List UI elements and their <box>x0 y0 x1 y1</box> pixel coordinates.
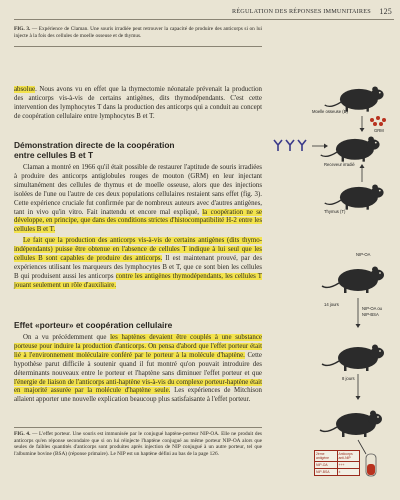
arrow-head-8-days <box>356 396 361 400</box>
grm-red-cells <box>370 116 386 126</box>
label-nip-oa: NIP-OA <box>356 252 371 257</box>
label-nip-bsa: NIP-BSA <box>362 312 379 317</box>
section-2-text-a: On a vu précédemment que <box>23 334 111 341</box>
figure-3-label: FIG. 3. <box>14 26 31 32</box>
section-2-highlight-a: les haptènes devaient être couplés à une substance porteuse pour induire la production d'anticorps. On pensa d'abord que l'effet porteur était lié à l'environnement moléculaire conféré par le porteur à la molécule d'haptène. <box>14 334 262 359</box>
arrow-head-antibody <box>324 144 328 149</box>
intro-paragraph <box>14 86 262 122</box>
final-mouse <box>320 411 382 438</box>
cell-nip-oa-result: +++ <box>337 462 360 468</box>
figure-4-caption-text: — L'effet porteur. Une souris est immunisée par le conjugué haptène-porteur NIP-OA. Elle ne produit des anticorps qu'en réponse secondaire que si on lui réinjecte l'haptène conjugué au même porteur NIP-OA alors que seules de faibles quantités d'anticorps sont produites après injection de NIP conjugué à un autre porteur, tel que l'albumine bovine (BSA) (réponse primaire). Le NIP est un haptène défini au bas de la page 126. <box>14 431 262 457</box>
running-header <box>232 8 392 15</box>
section-2-heading: Effet «porteur» et coopération cellulaire <box>14 320 173 330</box>
section-1-heading-line-2: entre cellules B et T <box>14 150 94 160</box>
results-table-header <box>315 451 359 461</box>
arrow-head-1 <box>360 128 365 132</box>
figure-illustration <box>262 58 398 498</box>
running-title: RÉGULATION DES RÉPONSES IMMUNITAIRES <box>232 8 371 15</box>
header-rule <box>14 19 394 20</box>
arrow-head-14-days <box>356 324 361 328</box>
col-anticorps-anti-nip: Anticorps anti-NIP <box>337 451 360 461</box>
section-2-highlight-b: l'énergie de liaison de l'anticorps anti-haptène vis-à-vis du complexe porteur-haptène était en majorité assurée par la molécule d'haptène seule. <box>14 378 262 395</box>
section-1-p2-highlight-a: Le fait que la production des anticorps vis-à-vis de certains antigènes (dits thymo-indépendants) puisse être obtenue en l'absence de cellules T indique à lui seul que les cellules B sont capables de produire des anticorps. <box>14 237 262 263</box>
caption-4-rule <box>14 427 262 428</box>
section-1-paragraph-1 <box>14 164 262 235</box>
section-1-heading-line-1: Démonstration directe de la coopération <box>14 140 175 150</box>
donor-mouse-bone-marrow <box>325 86 384 111</box>
section-carrier-body <box>14 334 262 405</box>
section-2-text-c: Les expériences de Mitchison allaient apporter une nouvelle explication beaucoup plus satisfaisante à l'effet porteur. <box>14 387 262 404</box>
boosted-mouse <box>322 345 384 372</box>
section-cooperation-heading <box>14 140 262 160</box>
figure-4-label: FIG. 4. <box>14 431 31 437</box>
arrow-head-2 <box>360 164 365 168</box>
cell-nip-bsa-result: ± <box>337 469 360 475</box>
section-1-p1-highlight: la coopération ne se développe, en principe, que dans des conditions strictes d'histocompatibilité H-2 entre les cellules B et T. <box>14 208 262 234</box>
section-1-p2-highlight-b: contre les antigènes thymodépendants, les cellules T jouant seulement un rôle d'auxiliaire. <box>14 272 262 289</box>
cell-nip-bsa: NIP-BSA <box>316 470 330 474</box>
results-table-row <box>315 461 359 468</box>
antibody-icons <box>274 140 306 151</box>
intro-text: . Nous avons vu en effet que la thymectomie néonatale prévenait la production des anticorps vis-à-vis de certains antigènes, dits thymodépendants. C'est cette intervention des lymphocytes T dans la production des anticorps qui a conduit au concept de coopération cellulaire entre lymphocytes B et T. <box>14 86 262 120</box>
blood-tube <box>366 454 376 476</box>
section-1-p2-text: Il est maintenant prouvé, par des expériences utilisant les marqueurs des lymphocytes B et T, que ce sont bien les cellules B qui produisent aussi les anticorps <box>14 255 263 280</box>
section-2-text-b: Cette hypothèse parut difficile à soutenir quand il fut montré qu'on pouvait introduire des déterminants nouveaux entre le porteur et l'haptène sans diminuer l'effet porteur et que <box>14 351 262 377</box>
immunised-mouse-nip-oa <box>322 267 384 294</box>
figure-drawing <box>262 58 398 498</box>
cell-nip-oa: NIP-OA <box>316 463 328 467</box>
results-table <box>314 450 360 476</box>
highlight-absolue: absolue <box>14 86 36 93</box>
section-1-paragraph-2 <box>14 237 262 290</box>
label-moelle-osseuse: Moelle osseuse (B) <box>312 109 348 114</box>
section-cooperation-body <box>14 164 262 291</box>
caption-rule <box>14 46 262 47</box>
figure-4-caption <box>14 431 262 457</box>
label-8-jours: 8 jours <box>342 376 355 381</box>
section-1-p1-text: Claman a montré en 1966 qu'il était possible de restaurer l'aptitude de souris irradiées à produire des anticorps antiglobules rouges de mouton (GRM) en leur injectant simultanément des cellules de thymus et de moelle osseuse, alors que des injections isolées de l'une ou l'autre de ces deux populations cellulaires restaient sans effet (fig. 3). Cette expérience cruciale fut confirmée par de nombreux auteurs avec d'autres antigènes, tant in vivo qu'in vitro. Fait inattendu et encore mal expliqué, <box>14 164 262 216</box>
label-nip-oa-ou: NIP-OA ou <box>362 306 383 311</box>
page-number: 125 <box>379 7 392 16</box>
section-2-paragraph-1 <box>14 334 262 405</box>
figure-3-caption <box>14 26 262 39</box>
figure-3-caption-text: — Expérience de Claman. Une souris irradiée peut retrouver la capacité de produire des anticorps si on lui injecte à la fois des cellules de moelle osseuse et de thymus. <box>14 26 262 39</box>
col-2eme-antigene: 2ème antigène <box>316 452 330 460</box>
label-receveur-irradie: Receveur irradié <box>324 162 355 167</box>
label-thymus: Thymus (T) <box>324 209 346 214</box>
results-table-row <box>315 468 359 475</box>
label-grm: GRM <box>374 128 384 133</box>
irradiated-recipient-mouse <box>321 136 380 161</box>
section-carrier-heading <box>14 320 262 330</box>
label-14-jours: 14 jours <box>324 302 339 307</box>
donor-mouse-thymus <box>325 184 384 209</box>
